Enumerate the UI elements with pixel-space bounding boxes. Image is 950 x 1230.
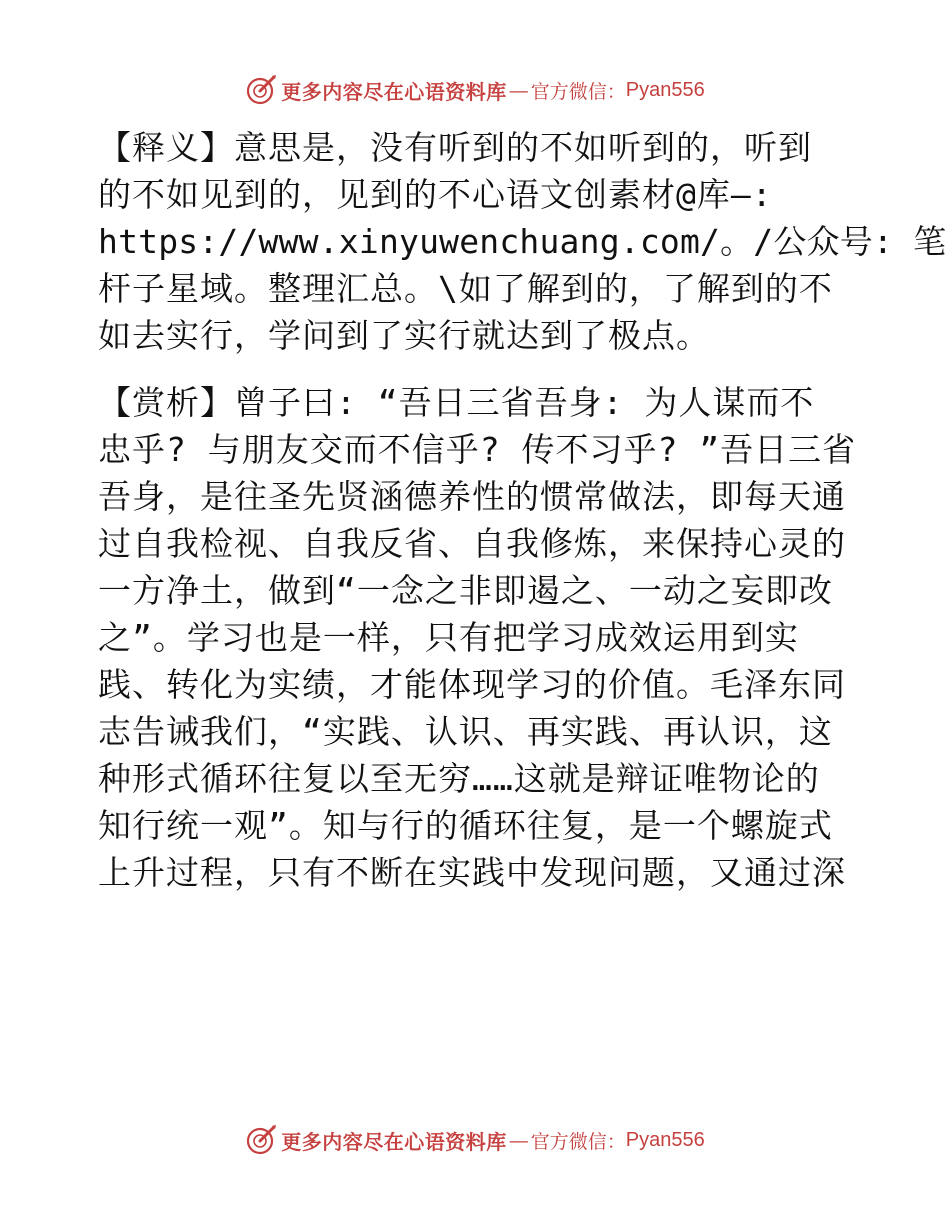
text-line: 一方净土，做到“一念之非即遏之、一动之妄即改: [98, 571, 833, 610]
text-line: 上升过程，只有不断在实践中发现问题，又通过深: [98, 853, 846, 892]
paragraph-definition: [98, 124, 947, 359]
footer-wechat-label: 官方微信：: [530, 1130, 626, 1153]
brush-logo-icon: [245, 74, 277, 106]
brush-logo-icon: [245, 1124, 277, 1156]
text-line: 践、转化为实绩，才能体现学习的价值。毛泽东同: [98, 665, 846, 704]
paragraph-analysis: [98, 379, 858, 896]
text-line: 忠乎? 与朋友交而不信乎? 传不习乎? ”吾日三省: [98, 430, 857, 469]
text-line: 【释义】意思是，没有听到的不如听到的，听到: [98, 128, 812, 167]
document-body: [98, 124, 947, 896]
text-line: 杆子星域。整理汇总。\如了解到的，了解到的不: [98, 269, 833, 308]
footer-dash: —: [508, 1128, 529, 1152]
footer-slogan: 更多内容尽在心语资料库: [281, 1129, 507, 1154]
header-dash: —: [508, 78, 529, 102]
text-line: 过自我检视、自我反省、自我修炼，来保持心灵的: [98, 524, 846, 563]
text-line: 之”。学习也是一样，只有把学习成效运用到实: [98, 618, 799, 657]
header-wechat-id: Pyan556: [625, 78, 705, 101]
header-wechat-label: 官方微信：: [530, 80, 626, 103]
text-line: 志告诫我们，“实践、认识、再实践、再认识，这: [98, 712, 833, 751]
text-line: 知行统一观”。知与行的循环往复，是一个螺旋式: [98, 806, 833, 845]
footer-wechat-id: Pyan556: [625, 1128, 705, 1151]
header-slogan: 更多内容尽在心语资料库: [281, 79, 507, 104]
text-line: 种形式循环往复以至无穷……这就是辩证唯物论的: [98, 759, 820, 798]
footer-banner: [0, 1120, 950, 1160]
text-line: 【赏析】曾子曰: “吾日三省吾身: 为人谋而不: [98, 383, 815, 422]
text-line-url: https://www.xinyuwenchuang.com/。/公众号: 笔: [98, 222, 947, 261]
header-banner: [0, 70, 950, 110]
text-line: 如去实行，学问到了实行就达到了极点。: [98, 316, 710, 355]
text-line: 吾身，是往圣先贤涵德养性的惯常做法，即每天通: [98, 477, 846, 516]
text-line: 的不如见到的，见到的不心语文创素材@库—:: [98, 175, 773, 214]
